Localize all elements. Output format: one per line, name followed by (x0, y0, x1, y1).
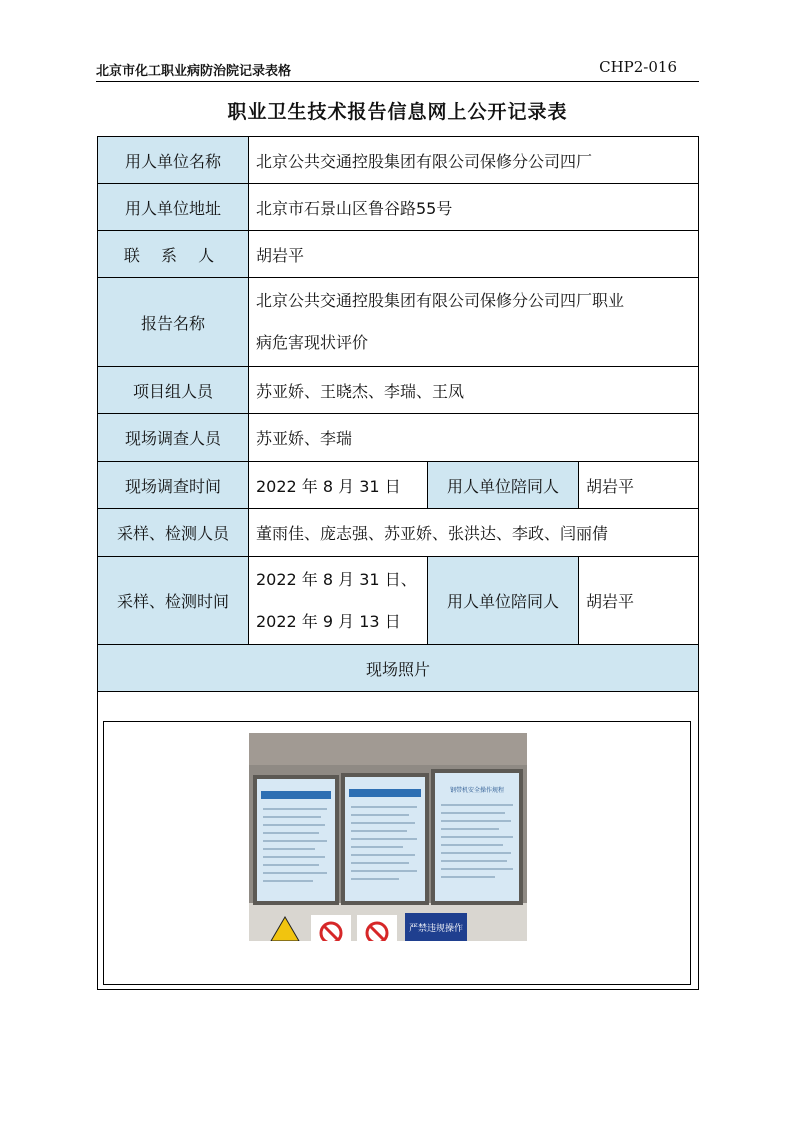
survey-staff-label: 现场调查人员 (98, 414, 249, 462)
employer-address-value: 北京市石景山区鲁谷路55号 (249, 184, 699, 231)
photo-ceiling (249, 733, 527, 765)
row-employer-address (98, 184, 699, 231)
record-table (97, 136, 699, 990)
site-photo (249, 733, 527, 941)
photo-frame (103, 721, 691, 985)
row-report-name (98, 278, 699, 367)
row-photo (98, 692, 699, 990)
report-name-value (249, 278, 699, 367)
prohibition-sign-2-bg (357, 915, 397, 941)
row-photo-heading (98, 645, 699, 692)
photo-section-label: 现场照片 (98, 645, 699, 692)
page-title: 职业卫生技术报告信息网上公开记录表 (227, 101, 568, 123)
no-violation-sign-text: 严禁违规操作 (408, 924, 464, 934)
sampling-time-label: 采样、检测时间 (98, 557, 249, 645)
form-code: CHP2-016 (599, 58, 677, 76)
survey-time-value: 2022 年 8 月 31 日 (249, 462, 428, 509)
sampling-staff-value: 董雨佳、庞志强、苏亚娇、张洪达、李政、闫丽倩 (249, 509, 699, 557)
survey-staff-value: 苏亚娇、李瑞 (249, 414, 699, 462)
employer-name-label: 用人单位名称 (98, 137, 249, 184)
row-survey-time (98, 462, 699, 509)
project-members-value: 苏亚娇、王晓杰、李瑞、王凤 (249, 367, 699, 414)
sampling-companion-label: 用人单位陪同人 (428, 557, 579, 645)
row-sampling-time (98, 557, 699, 645)
project-members-label: 项目组人员 (98, 367, 249, 414)
row-project-members (98, 367, 699, 414)
survey-time-label: 现场调查时间 (98, 462, 249, 509)
org-form-name: 北京市化工职业病防治院记录表格 (96, 64, 292, 79)
sampling-companion-value: 胡岩平 (579, 557, 699, 645)
survey-companion-label: 用人单位陪同人 (428, 462, 579, 509)
report-name-line2: 病危害现状评价 (256, 333, 369, 352)
report-name-line1: 北京公共交通控股集团有限公司保修分公司四厂职业 (256, 291, 625, 310)
notice-title-3: 钢带机安全操作规程 (449, 787, 505, 794)
sampling-staff-label: 采样、检测人员 (98, 509, 249, 557)
report-name-label: 报告名称 (98, 278, 249, 367)
survey-companion-value: 胡岩平 (579, 462, 699, 509)
employer-address-label: 用人单位地址 (98, 184, 249, 231)
notice-title-bar-2 (349, 789, 421, 797)
employer-name-value: 北京公共交通控股集团有限公司保修分公司四厂 (249, 137, 699, 184)
contact-label: 联 系 人 (98, 231, 249, 278)
row-sampling-staff (98, 509, 699, 557)
row-employer-name (98, 137, 699, 184)
sampling-time-line2: 2022 年 9 月 13 日 (256, 611, 401, 631)
contact-value: 胡岩平 (249, 231, 699, 278)
row-contact (98, 231, 699, 278)
sampling-time-line1: 2022 年 8 月 31 日、 (256, 569, 417, 589)
form-header (96, 58, 699, 82)
prohibition-sign-1-bg (311, 915, 351, 941)
notice-title-bar-1 (261, 791, 331, 799)
row-survey-staff (98, 414, 699, 462)
sampling-time-value (249, 557, 428, 645)
photo-cell (98, 692, 699, 990)
